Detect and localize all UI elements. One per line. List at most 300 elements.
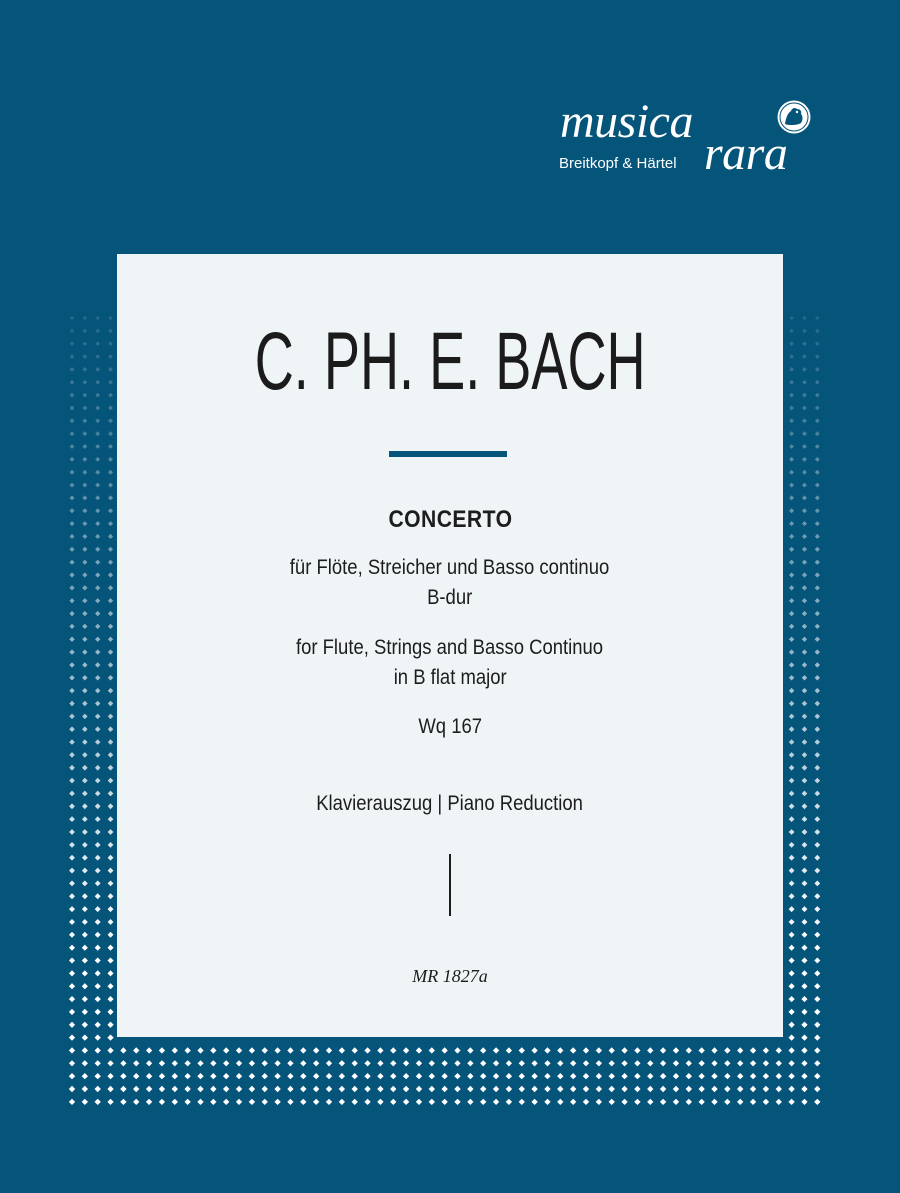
pattern-dot [70, 329, 75, 334]
pattern-dot [815, 316, 820, 321]
pattern-dot [814, 983, 820, 989]
pattern-dot [108, 341, 113, 346]
pattern-dot [789, 444, 794, 449]
pattern-dot [95, 354, 100, 359]
pattern-dot [789, 521, 794, 526]
pattern-dot [95, 572, 100, 577]
pattern-dot [108, 508, 113, 513]
pattern-dot [737, 1099, 743, 1105]
pattern-dot [596, 1060, 602, 1066]
pattern-dot [429, 1047, 435, 1053]
pattern-dot [95, 662, 100, 667]
pattern-dot [557, 1047, 563, 1053]
pattern-dot [120, 1060, 126, 1066]
pattern-dot [95, 611, 100, 616]
pattern-dot [95, 868, 101, 874]
pattern-dot [506, 1060, 512, 1066]
pattern-dot [249, 1073, 255, 1079]
pattern-dot [210, 1073, 216, 1079]
pattern-dot [95, 624, 100, 629]
pattern-dot [403, 1060, 409, 1066]
pattern-dot [814, 919, 820, 925]
pattern-dot [83, 393, 88, 398]
pattern-dot [82, 1060, 88, 1066]
pattern-dot [210, 1047, 216, 1053]
order-number: MR 1827a [412, 966, 488, 986]
pattern-dot [570, 1099, 576, 1105]
pattern-dot [801, 1022, 807, 1028]
pattern-dot [802, 418, 807, 423]
subtitle-english-line1: for Flute, Strings and Basso Continuo [296, 636, 604, 659]
pattern-dot [364, 1073, 370, 1079]
subtitle-german-line1: für Flöte, Streicher und Basso continuo [290, 556, 610, 579]
pattern-dot [107, 1060, 113, 1066]
pattern-dot [108, 560, 113, 565]
pattern-dot [82, 893, 88, 899]
pattern-dot [95, 483, 100, 488]
pattern-dot [519, 1047, 525, 1053]
pattern-dot [711, 1073, 717, 1079]
pattern-dot [724, 1099, 730, 1105]
pattern-dot [814, 1047, 820, 1053]
pattern-dot [82, 1086, 88, 1092]
pattern-dot [814, 932, 820, 938]
pattern-dot [95, 906, 101, 912]
pattern-dot [70, 354, 75, 359]
pattern-dot [789, 560, 794, 565]
pattern-dot [621, 1047, 627, 1053]
pattern-dot [95, 1009, 101, 1015]
pattern-dot [506, 1099, 512, 1105]
pattern-dot [95, 881, 101, 887]
pattern-dot [108, 996, 114, 1002]
pattern-dot [647, 1099, 653, 1105]
pattern-dot [815, 778, 821, 784]
pattern-dot [82, 1022, 88, 1028]
pattern-dot [416, 1073, 422, 1079]
pattern-dot [506, 1047, 512, 1053]
pattern-dot [82, 560, 87, 565]
pattern-dot [69, 958, 75, 964]
pattern-dot [815, 791, 821, 797]
pattern-dot [789, 624, 794, 629]
pattern-dot [69, 842, 75, 848]
pattern-dot [108, 958, 114, 964]
pattern-dot [802, 572, 807, 577]
pattern-dot [82, 431, 87, 436]
pattern-dot [95, 585, 100, 590]
pattern-dot [95, 983, 101, 989]
pattern-dot [69, 649, 74, 654]
pattern-dot [120, 1086, 126, 1092]
pattern-dot [133, 1099, 139, 1105]
pattern-dot [108, 778, 114, 784]
pattern-dot [801, 1035, 807, 1041]
pattern-dot [107, 1022, 113, 1028]
pattern-dot [789, 855, 795, 861]
pattern-dot [801, 1009, 807, 1015]
pattern-dot [789, 1035, 795, 1041]
pattern-dot [789, 470, 794, 475]
pattern-dot [108, 329, 113, 334]
divider-line [449, 854, 451, 916]
pattern-dot [82, 803, 88, 809]
pattern-dot [429, 1060, 435, 1066]
pattern-dot [108, 726, 114, 732]
pattern-dot [120, 1099, 126, 1105]
pattern-dot [82, 701, 88, 706]
pattern-dot [802, 816, 808, 822]
pattern-dot [416, 1086, 422, 1092]
pattern-dot [82, 688, 88, 694]
pattern-dot [69, 945, 75, 951]
pattern-dot [802, 483, 807, 488]
pattern-dot [815, 534, 820, 539]
pattern-dot [815, 572, 820, 577]
pattern-dot [429, 1086, 435, 1092]
pattern-dot [172, 1099, 178, 1105]
pattern-dot [802, 611, 807, 616]
pattern-dot [82, 406, 87, 411]
pattern-dot [300, 1060, 306, 1066]
pattern-dot [69, 1035, 75, 1041]
pattern-dot [133, 1060, 139, 1066]
pattern-dot [210, 1086, 216, 1092]
pattern-dot [609, 1073, 615, 1079]
pattern-dot [236, 1047, 242, 1053]
pattern-dot [763, 1073, 769, 1079]
pattern-dot [82, 919, 88, 925]
pattern-dot [789, 701, 794, 706]
pattern-dot [789, 945, 795, 951]
pattern-dot [673, 1060, 679, 1066]
pattern-dot [815, 765, 821, 771]
pattern-dot [442, 1099, 448, 1105]
pattern-dot [185, 1073, 191, 1079]
pattern-dot [236, 1099, 242, 1105]
pattern-dot [82, 1009, 88, 1015]
pattern-dot [532, 1060, 538, 1066]
pattern-dot [107, 1047, 113, 1053]
pattern-dot [403, 1086, 409, 1092]
pattern-dot [108, 444, 113, 449]
pattern-dot [95, 418, 100, 423]
pattern-dot [108, 534, 113, 539]
pattern-dot [69, 1022, 75, 1028]
pattern-dot [519, 1060, 525, 1066]
pattern-dot [802, 534, 807, 539]
pattern-dot [789, 572, 794, 577]
pattern-dot [69, 637, 74, 642]
pattern-dot [108, 316, 113, 321]
pattern-dot [82, 534, 87, 539]
pattern-dot [69, 547, 74, 552]
pattern-dot [531, 1086, 537, 1092]
pattern-dot [313, 1099, 319, 1105]
pattern-dot [82, 521, 87, 526]
pattern-dot [95, 1099, 101, 1105]
pattern-dot [82, 547, 87, 552]
pattern-dot [711, 1047, 717, 1053]
pattern-dot [82, 675, 88, 680]
pattern-dot [699, 1099, 705, 1105]
pattern-dot [789, 752, 795, 758]
pattern-dot [634, 1086, 640, 1092]
pattern-dot [108, 418, 113, 423]
pattern-dot [69, 893, 75, 899]
pattern-dot [95, 508, 100, 513]
pattern-dot [82, 945, 88, 951]
pattern-dot [454, 1047, 460, 1053]
pattern-dot [82, 765, 88, 771]
publisher-logo [540, 95, 830, 188]
pattern-dot [801, 945, 807, 951]
pattern-dot [750, 1047, 756, 1053]
pattern-dot [82, 1073, 88, 1079]
pattern-dot [69, 803, 75, 809]
pattern-dot [223, 1099, 229, 1105]
pattern-dot [686, 1086, 692, 1092]
pattern-dot [454, 1086, 460, 1092]
subtitle-german-line2: B-dur [427, 586, 473, 609]
pattern-dot [788, 1099, 794, 1105]
pattern-dot [493, 1060, 499, 1066]
pattern-dot [133, 1086, 139, 1092]
pattern-dot [442, 1073, 448, 1079]
pattern-dot [69, 996, 75, 1002]
pattern-dot [802, 893, 808, 899]
pattern-dot [377, 1073, 383, 1079]
pattern-dot [789, 354, 794, 359]
pattern-dot [197, 1047, 203, 1053]
pattern-dot [789, 1009, 795, 1015]
pattern-dot [108, 457, 113, 462]
pattern-dot [390, 1086, 396, 1092]
pattern-dot [802, 380, 807, 385]
pattern-dot [82, 418, 87, 423]
pattern-dot [789, 726, 795, 732]
pattern-dot [300, 1099, 306, 1105]
pattern-dot [544, 1047, 550, 1053]
pattern-dot [801, 1099, 807, 1105]
pattern-dot [519, 1099, 525, 1105]
pattern-dot [83, 329, 88, 334]
pattern-dot [82, 1047, 88, 1053]
pattern-dot [815, 341, 820, 346]
pattern-dot [815, 508, 820, 513]
pattern-dot [287, 1060, 293, 1066]
pattern-dot [660, 1047, 666, 1053]
pattern-dot [802, 701, 808, 706]
pattern-dot [108, 906, 114, 912]
pattern-dot [660, 1073, 666, 1079]
pattern-dot [95, 431, 100, 436]
pattern-dot [814, 1099, 820, 1105]
pattern-dot [300, 1086, 306, 1092]
pattern-dot [95, 1086, 101, 1092]
pattern-dot [339, 1073, 345, 1079]
pattern-dot [70, 341, 75, 346]
pattern-dot [802, 791, 808, 797]
pattern-dot [69, 868, 75, 874]
pattern-dot [814, 816, 820, 822]
pattern-dot [789, 1022, 795, 1028]
pattern-dot [69, 816, 75, 822]
pattern-dot [82, 958, 88, 964]
pattern-dot [249, 1099, 255, 1105]
pattern-dot [609, 1086, 615, 1092]
pattern-dot [82, 662, 87, 667]
pattern-dot [377, 1047, 383, 1053]
logo-wordmark-rara: rara [704, 127, 788, 180]
pattern-dot [83, 341, 88, 346]
pattern-dot [262, 1086, 268, 1092]
pattern-dot [95, 1060, 101, 1066]
pattern-dot [287, 1099, 293, 1105]
pattern-dot [403, 1099, 409, 1105]
pattern-dot [802, 829, 808, 835]
pattern-dot [70, 508, 75, 513]
pattern-dot [95, 316, 100, 321]
pattern-dot [95, 958, 101, 964]
pattern-dot [146, 1060, 152, 1066]
pattern-dot [69, 919, 75, 925]
pattern-dot [108, 380, 113, 385]
pattern-dot [557, 1099, 563, 1105]
pattern-dot [801, 1073, 807, 1079]
pattern-dot [95, 534, 100, 539]
pattern-dot [789, 996, 795, 1002]
pattern-dot [802, 367, 807, 372]
pattern-dot [95, 752, 101, 758]
pattern-dot [789, 842, 795, 848]
pattern-dot [699, 1047, 705, 1053]
pattern-dot [185, 1099, 191, 1105]
pattern-dot [95, 919, 101, 925]
pattern-dot [802, 406, 807, 411]
pattern-dot [95, 778, 101, 784]
pattern-dot [583, 1099, 589, 1105]
pattern-dot [390, 1047, 396, 1053]
pattern-dot [107, 1073, 113, 1079]
pattern-dot [788, 1086, 794, 1092]
pattern-dot [339, 1086, 345, 1092]
pattern-dot [69, 611, 74, 616]
pattern-dot [108, 765, 114, 771]
pattern-dot [789, 585, 794, 590]
pattern-dot [95, 739, 101, 745]
pattern-dot [108, 816, 114, 822]
pattern-dot [802, 714, 808, 720]
pattern-dot [262, 1073, 268, 1079]
pattern-dot [789, 919, 795, 925]
pattern-dot [647, 1060, 653, 1066]
pattern-dot [95, 714, 101, 720]
pattern-dot [815, 380, 820, 385]
pattern-dot [107, 1086, 113, 1092]
pattern-dot [159, 1047, 165, 1053]
pattern-dot [108, 701, 114, 706]
pattern-dot [789, 675, 794, 680]
pattern-dot [313, 1086, 319, 1092]
pattern-dot [815, 470, 820, 475]
pattern-dot [815, 547, 820, 552]
pattern-dot [815, 688, 820, 694]
pattern-dot [789, 662, 794, 667]
pattern-dot [108, 714, 114, 720]
pattern-dot [69, 675, 74, 680]
pattern-dot [802, 329, 807, 334]
pattern-dot [802, 752, 808, 758]
pattern-dot [70, 418, 75, 423]
pattern-dot [467, 1073, 473, 1079]
pattern-dot [108, 367, 113, 372]
pattern-dot [108, 354, 113, 359]
pattern-dot [339, 1060, 345, 1066]
pattern-dot [108, 624, 113, 629]
pattern-dot [815, 483, 820, 488]
pattern-dot [815, 406, 820, 411]
pattern-dot [69, 585, 74, 590]
pattern-dot [789, 406, 794, 411]
pattern-dot [506, 1086, 512, 1092]
pattern-dot [287, 1073, 293, 1079]
pattern-dot [313, 1073, 319, 1079]
pattern-dot [815, 739, 821, 745]
pattern-dot [802, 624, 807, 629]
pattern-dot [557, 1086, 563, 1092]
pattern-dot [724, 1060, 730, 1066]
pattern-dot [596, 1099, 602, 1105]
pattern-dot [815, 611, 820, 616]
pattern-dot [210, 1099, 216, 1105]
pattern-dot [802, 341, 807, 346]
pattern-dot [82, 778, 88, 784]
pattern-dot [82, 624, 87, 629]
pattern-dot [82, 457, 87, 462]
pattern-dot [82, 572, 87, 577]
pattern-dot [108, 431, 113, 436]
pattern-dot [789, 983, 795, 989]
pattern-dot [802, 932, 808, 938]
pattern-dot [660, 1086, 666, 1092]
pattern-dot [699, 1073, 705, 1079]
pattern-dot [223, 1060, 229, 1066]
pattern-dot [352, 1099, 358, 1105]
pattern-dot [390, 1073, 396, 1079]
pattern-dot [506, 1073, 512, 1079]
pattern-dot [197, 1060, 203, 1066]
pattern-dot [326, 1060, 332, 1066]
pattern-dot [69, 1086, 75, 1092]
pattern-dot [262, 1047, 268, 1053]
pattern-dot [544, 1086, 550, 1092]
pattern-dot [789, 380, 794, 385]
pattern-dot [493, 1047, 499, 1053]
pattern-dot [69, 855, 75, 861]
pattern-dot [108, 791, 114, 797]
pattern-dot [776, 1047, 782, 1053]
pattern-dot [789, 881, 795, 887]
pattern-dot [789, 958, 795, 964]
pattern-dot [133, 1047, 139, 1053]
pattern-dot [789, 341, 794, 346]
pattern-dot [95, 547, 100, 552]
pattern-dot [815, 624, 820, 629]
pattern-dot [95, 495, 100, 500]
pattern-dot [789, 739, 795, 745]
pattern-dot [802, 919, 808, 925]
